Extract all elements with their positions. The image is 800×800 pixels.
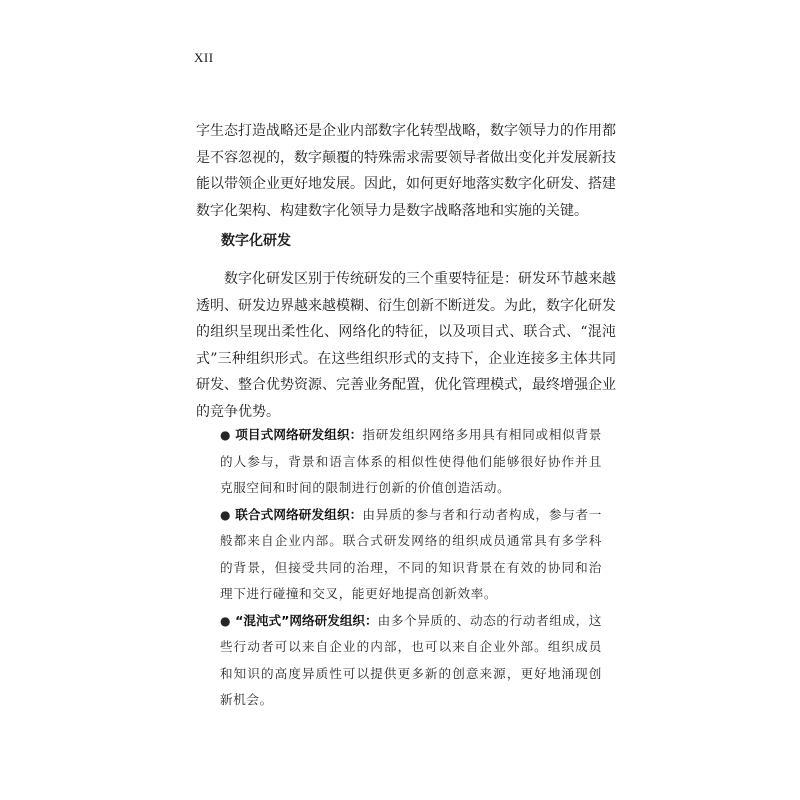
bullet-icon: ● <box>220 507 232 522</box>
page-number: XII <box>194 50 214 65</box>
bullet-text: 由多个异质的、动态的行动者组成，这些行动者可以来自企业的内部，也可以来自企业外部。组织成员和知识的高度异质性可以提供更多新的创意来源，更好地涌现创新机会。 <box>220 612 602 707</box>
continuation-paragraph: 字生态打造战略还是企业内部数字化转型战略，数字领导力的作用都是不容忽视的，数字颠覆的特殊需求需要领导者做出变化并发展新技能以带领企业更好地发展。因此，如何更好地落实数字化研发、搭建数字化架构、构建数字化领导力是数字战略落地和实施的关键。 <box>196 123 616 219</box>
intro-paragraph: 数字化研发区别于传统研发的三个重要特征是：研发环节越来越透明、研发边界越来越模糊、衍生创新不断迸发。为此，数字化研发的组织呈现出柔性化、网络化的特征，以及项目式、联合式、“混沌式”三种组织形式。在这些组织形式的支持下，企业连接多主体共同研发、整合优势资源、完善业务配置，优化管理模式，最终增强企业的竞争优势。 <box>196 271 616 420</box>
bullet-item-chaotic <box>220 608 602 714</box>
bullet-icon: ● <box>220 428 232 442</box>
bullet-term: 项目式网络研发组织： <box>235 427 363 442</box>
bullet-list <box>220 422 602 714</box>
bullet-text: 指研发组织网络多用具有相同或相似背景的人参与，背景和语言体系的相似性使得他们能够很好协作并且克服空间和时间的限制进行创新的价值创造活动。 <box>220 427 602 495</box>
bullet-term: “混沌式”网络研发组织： <box>235 612 378 628</box>
bullet-icon: ● <box>220 613 232 628</box>
bullet-term: 联合式网络研发组织： <box>235 506 363 522</box>
bullet-item-project <box>220 422 602 502</box>
section-heading: 数字化研发 <box>221 233 291 249</box>
bullet-text: 由异质的参与者和行动者构成，参与者一般都来自企业内部。联合式研发网络的组织成员通常具有多学科的背景，但接受共同的治理，不同的知识背景在有效的协同和治理下进行碰撞和交叉，能更好地提高创新效率。 <box>220 506 602 601</box>
bullet-item-joint <box>220 502 602 608</box>
